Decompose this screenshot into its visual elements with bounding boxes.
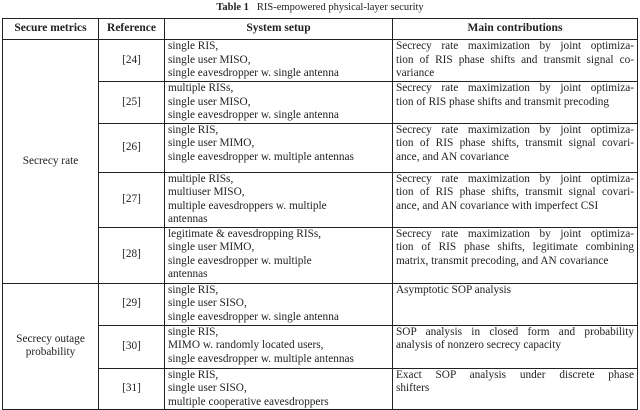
system-setup-cell (165, 123, 393, 172)
ris-security-table (2, 18, 638, 410)
header-system-setup: System setup (165, 19, 393, 40)
setup-line: single eavesdropper w. multiple (168, 254, 312, 267)
metric-cell (3, 40, 99, 284)
contribution-cell (393, 82, 638, 124)
header-secure-metrics: Secure metrics (3, 19, 99, 40)
contribution-cell (393, 40, 638, 82)
contribution-line: Asymptotic SOP analysis (396, 283, 512, 296)
reference-cell: [25] (99, 82, 165, 124)
setup-line: single RIS, (168, 283, 219, 296)
setup-line: antennas (168, 268, 208, 280)
contribution-cell (393, 325, 638, 368)
system-setup-cell (165, 227, 393, 283)
contribution-cell (393, 283, 638, 325)
contribution-line: shifters (396, 382, 430, 394)
setup-line: single user MISO, (168, 53, 251, 66)
setup-line: multiple cooperative eavesdroppers (168, 395, 329, 408)
table-title: RIS-empowered physical-layer security (256, 2, 424, 13)
setup-line: single eavesdropper w. multiple antennas (168, 352, 354, 365)
setup-line: single eavesdropper w. single antenna (168, 109, 339, 121)
table-row (3, 227, 638, 283)
contribution-line: analysis of nonzero secrecy capacity (396, 339, 561, 351)
system-setup-cell (165, 172, 393, 227)
contribution-line: Secrecy rate maximization by joint optimiza- (396, 227, 634, 240)
setup-line: single user SISO, (168, 297, 247, 309)
contribution-line: Exact SOP analysis under discrete phase (396, 368, 634, 381)
metric-label: probability (25, 346, 76, 359)
table-row (3, 325, 638, 368)
table-row (3, 40, 638, 82)
contribution-line: Secrecy rate maximization by joint optimiza- (396, 82, 634, 94)
table-label: Table 1 (216, 2, 249, 13)
setup-line: single RIS, (168, 368, 219, 381)
contribution-line: tion of RIS phase shifts and transmit precoding (396, 95, 610, 108)
header-main-contributions: Main contributions (393, 19, 638, 40)
contribution-line: Secrecy rate maximization by joint optimiza- (396, 172, 634, 185)
metric-label: Secrecy rate (22, 154, 79, 167)
setup-line: single eavesdropper w. single antenna (168, 67, 339, 79)
metric-cell (3, 283, 99, 410)
contribution-line: variance (396, 67, 435, 79)
contribution-line: SOP analysis in closed form and probability (396, 325, 634, 338)
header-row (3, 19, 638, 40)
reference-cell: [28] (99, 227, 165, 283)
contribution-line: tion of RIS phase shifts, transmit signal covari- (396, 186, 634, 198)
contribution-line: tion of RIS phase shifts, transmit signal covari- (396, 137, 634, 149)
metric-label: Secrecy outage (16, 332, 85, 345)
setup-line: single eavesdropper w. multiple antennas (168, 150, 354, 163)
contribution-cell (393, 368, 638, 410)
table-row (3, 123, 638, 172)
setup-line: antennas (168, 213, 208, 225)
system-setup-cell (165, 325, 393, 368)
system-setup-cell (165, 283, 393, 325)
reference-cell: [30] (99, 325, 165, 368)
contribution-line: tion of RIS phase shifts and transmit signal co- (396, 53, 634, 66)
table-row (3, 82, 638, 124)
system-setup-cell (165, 40, 393, 82)
setup-line: single user MISO, (168, 95, 251, 108)
reference-cell: [27] (99, 172, 165, 227)
setup-line: multiple RISs, (168, 82, 234, 94)
system-setup-cell (165, 368, 393, 410)
header-reference: Reference (99, 19, 165, 40)
reference-cell: [26] (99, 123, 165, 172)
setup-line: legitimate & eavesdropping RISs, (168, 227, 322, 240)
setup-line: MIMO w. randomly located users, (168, 339, 324, 351)
reference-cell: [31] (99, 368, 165, 410)
setup-line: multiple RISs, (168, 172, 234, 185)
reference-cell: [29] (99, 283, 165, 325)
table-row (3, 368, 638, 410)
reference-cell: [24] (99, 40, 165, 82)
contribution-line: Secrecy rate maximization by joint optimiza- (396, 40, 634, 52)
setup-line: single user SISO, (168, 382, 247, 394)
setup-line: multiuser MISO, (168, 186, 245, 198)
contribution-cell (393, 172, 638, 227)
contribution-line: tion of RIS phase shifts, legitimate combining (396, 241, 634, 253)
table-row (3, 283, 638, 325)
setup-line: single user MIMO, (168, 137, 255, 149)
system-setup-cell (165, 82, 393, 124)
contribution-line: ance, and AN covariance with imperfect CSI (396, 199, 599, 212)
table-row (3, 172, 638, 227)
setup-line: single RIS, (168, 123, 219, 136)
contribution-line: matrix, transmit precoding, and AN covariance (396, 254, 609, 267)
contribution-line: Secrecy rate maximization by joint optimiza- (396, 123, 634, 136)
setup-line: single user MIMO, (168, 241, 255, 253)
contribution-line: ance, and AN covariance (396, 150, 509, 163)
setup-line: single RIS, (168, 325, 219, 338)
contribution-cell (393, 123, 638, 172)
setup-line: single RIS, (168, 40, 219, 52)
table-caption (0, 2, 640, 13)
setup-line: multiple eavesdroppers w. multiple (168, 199, 327, 212)
contribution-cell (393, 227, 638, 283)
setup-line: single eavesdropper w. single antenna (168, 310, 339, 323)
